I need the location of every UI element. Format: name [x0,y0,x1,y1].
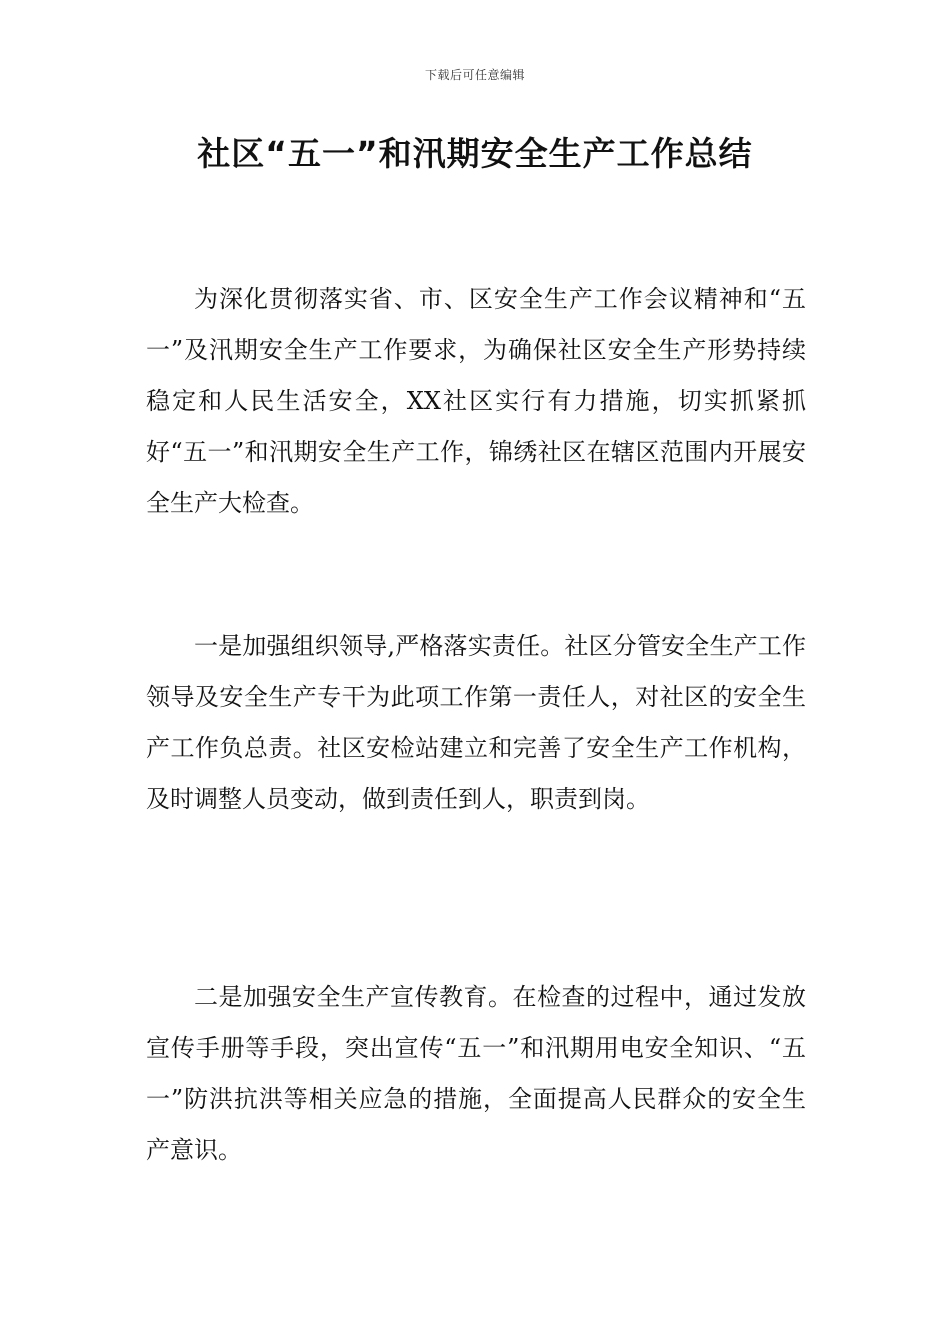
paragraph-organization: 一是加强组织领导,严格落实责任。社区分管安全生产工作领导及安全生产专干为此项工作第一责任人，对社区的安全生产工作负总责。社区安检站建立和完善了安全生产工作机构，及时调整人员变动，做到责任到人，职责到岗。 [146,632,806,813]
paragraph-intro: 为深化贯彻落实省、市、区安全生产工作会议精神和“五一”及汛期安全生产工作要求，为确保社区安全生产形势持续稳定和人民生活安全，XX社区实行有力措施，切实抓紧抓好“五一”和汛期安全生产工作，锦绣社区在辖区范围内开展安全生产大检查。 [146,285,806,517]
document-title: 社区“五一”和汛期安全生产工作总结 [197,134,753,173]
header-note: 下载后可任意编辑 [424,68,525,82]
paragraph-education: 二是加强安全生产宣传教育。在检查的过程中，通过发放宣传手册等手段，突出宣传“五一”和汛期用电安全知识、“五一”防洪抗洪等相关应急的措施，全面提高人民群众的安全生产意识。 [146,983,806,1164]
